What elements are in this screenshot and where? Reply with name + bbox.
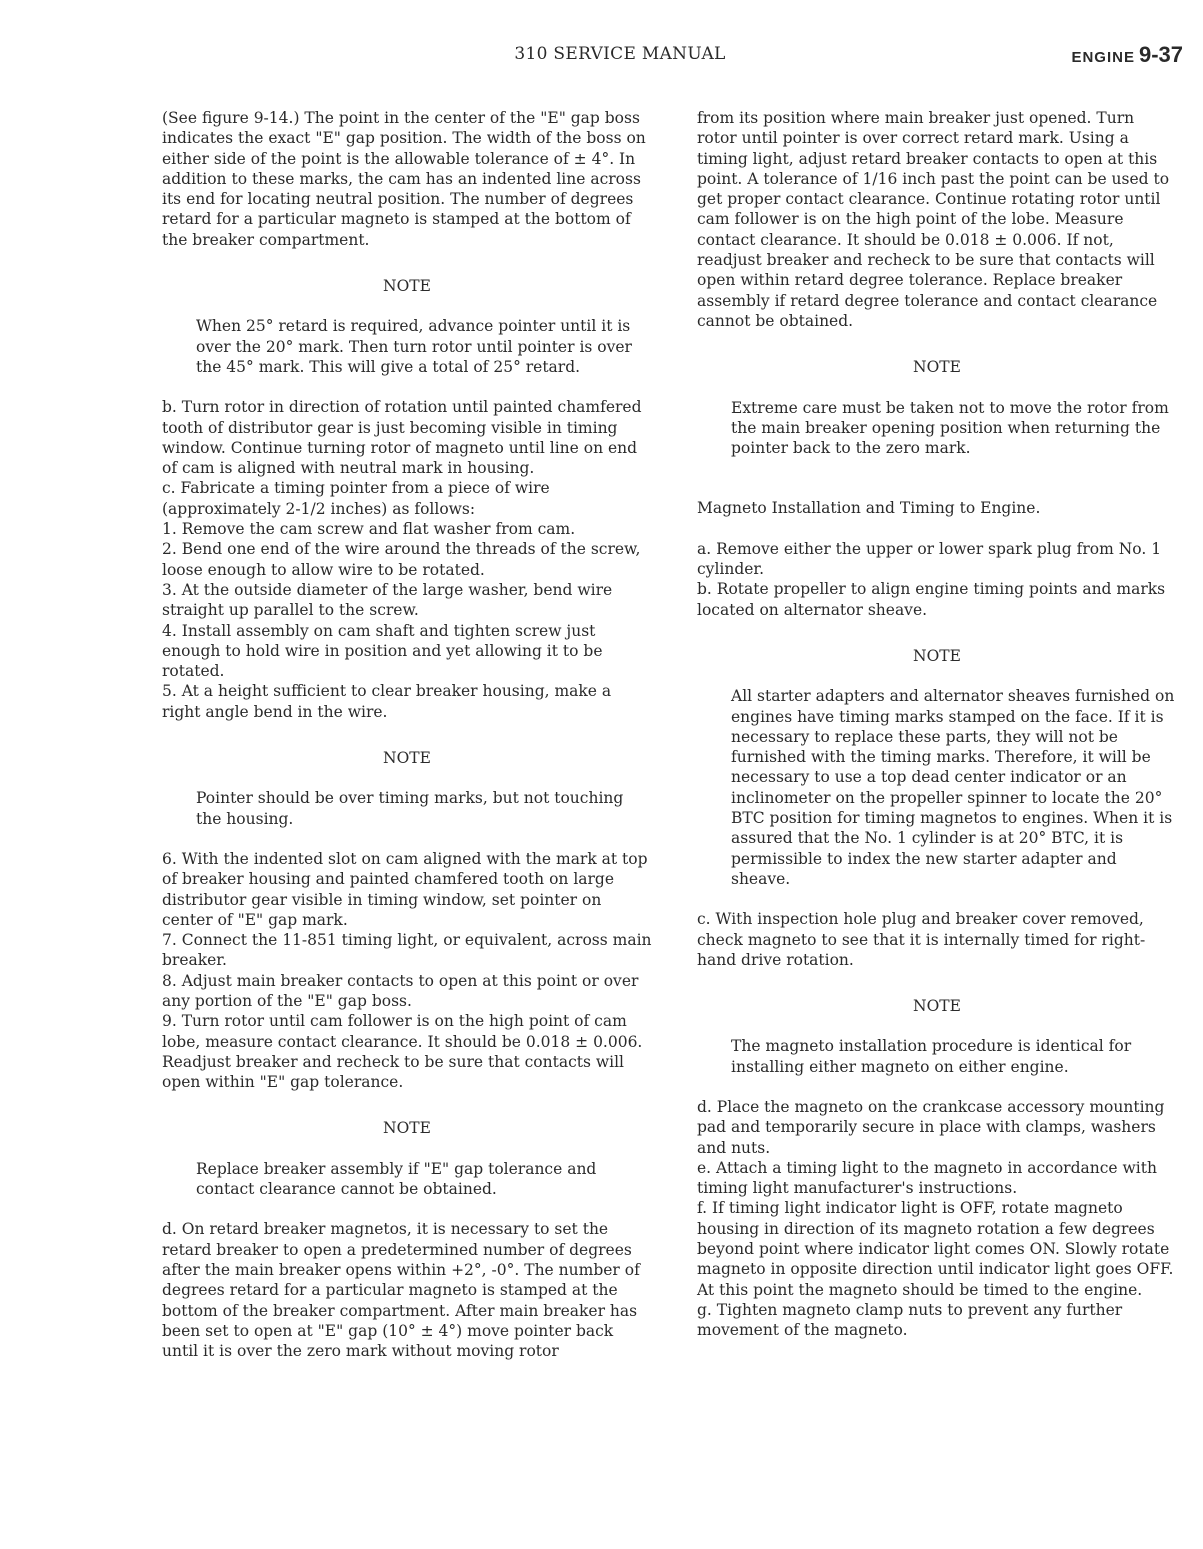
step-c: c. With inspection hole plug and breaker cover removed, check magneto to see that it is internally timed for right-hand drive rotation. xyxy=(697,910,1146,969)
note-body: Extreme care must be taken not to move the rotor from the main breaker opening position when returning the pointer back to the zero mark. xyxy=(731,398,1169,458)
step-b: b. Turn rotor in direction of rotation until painted chamfered tooth of distributor gear is just becoming visible in timing window. Continue turning rotor of magneto until line on end of cam is aligned with neutral mark in housing. xyxy=(162,398,642,478)
substep-6: 6. With the indented slot on cam aligned with the mark at top of breaker housing and painted chamfered tooth on large distributor gear visible in timing window, set pointer on center of "E" gap mark. xyxy=(162,849,648,929)
substep-1: 1. Remove the cam screw and flat washer from cam. xyxy=(162,520,576,539)
paragraph-intro: (See figure 9-14.) The point in the center of the "E" gap boss indicates the exact "E" gap position. The width of the boss on either side of the point is the allowable tolerance of ± 4°. In addition to these marks, the cam has an indented line across its end for locating neutral position. The number of degrees retard for a particular magneto is stamped at the bottom of the breaker compartment. xyxy=(162,109,646,249)
note-heading: NOTE xyxy=(383,749,431,768)
step-c: c. Fabricate a timing pointer from a piece of wire (approximately 2-1/2 inches) as follows: xyxy=(162,479,550,518)
substep-4: 4. Install assembly on cam shaft and tighten screw just enough to hold wire in position and yet allowing it to be rotated. xyxy=(162,621,603,681)
paragraph-continued: from its position where main breaker just opened. Turn rotor until pointer is over correct retard mark. Using a timing light, adjust retard breaker contacts to open at this point. A tolerance of 1/16 inch past the point can be used to get proper contact clearance. Continue rotating rotor until cam follower is on the high point of the lobe. Measure contact clearance. It should be 0.018 ± 0.006. If not, readjust breaker and recheck to be sure that contacts will open within retard degree tolerance. Replace breaker assembly if retard degree tolerance and contact clearance cannot be obtained. xyxy=(697,109,1170,330)
step-b: b. Rotate propeller to align engine timing points and marks located on alternator sheave. xyxy=(697,580,1166,619)
substep-5: 5. At a height sufficient to clear breaker housing, make a right angle bend in the wire. xyxy=(162,682,612,721)
right-column xyxy=(697,108,1177,1341)
step-a: a. Remove either the upper or lower spark plug from No. 1 cylinder. xyxy=(697,539,1162,579)
note-heading: NOTE xyxy=(383,1119,431,1138)
note-heading: NOTE xyxy=(383,277,431,296)
substep-2: 2. Bend one end of the wire around the threads of the screw, loose enough to allow wire to be rotated. xyxy=(162,540,641,579)
substep-3: 3. At the outside diameter of the large washer, bend wire straight up parallel to the screw. xyxy=(162,580,613,620)
note-body: Pointer should be over timing marks, but not touching the housing. xyxy=(196,789,624,828)
note-body: All starter adapters and alternator sheaves furnished on engines have timing marks stamped on the face. If it is necessary to replace these parts, they will not be furnished with the timing marks. Therefore, it will be necessary to use a top dead center indicator or an inclinometer on the propeller spinner to locate the 20° BTC position for timing magnetos to engines. When it is assured that the No. 1 cylinder is at 20° BTC, it is permissible to index the new starter adapter and sheave. xyxy=(731,687,1175,888)
page-number: 9-37 xyxy=(1138,42,1183,67)
step-d: d. Place the magneto on the crankcase accessory mounting pad and temporarily secure in place with clamps, washers and nuts. xyxy=(697,1097,1165,1157)
step-d: d. On retard breaker magnetos, it is necessary to set the retard breaker to open a predetermined number of degrees after the main breaker opens within +2°, -0°. The number of degrees retard for a particular magneto is stamped at the bottom of the breaker compartment. After main breaker has been set to open at "E" gap (10° ± 4°) move pointer back until it is over the zero mark without moving rotor xyxy=(162,1220,640,1361)
step-g: g. Tighten magneto clamp nuts to prevent any further movement of the magneto. xyxy=(697,1300,1123,1340)
step-e: e. Attach a timing light to the magneto in accordance with timing light manufacturer's instructions. xyxy=(697,1158,1157,1198)
note-heading: NOTE xyxy=(913,358,961,377)
note-heading: NOTE xyxy=(913,646,961,665)
substep-9: 9. Turn rotor until cam follower is on the high point of cam lobe, measure contact clearance. It should be 0.018 ± 0.006. Readjust breaker and recheck to be sure that contacts will open within "E" gap tolerance. xyxy=(162,1012,643,1092)
section-name: ENGINE xyxy=(1071,49,1135,66)
section-heading: Magneto Installation and Timing to Engine. xyxy=(697,499,1041,518)
note-body: Replace breaker assembly if "E" gap tolerance and contact clearance cannot be obtained. xyxy=(196,1159,597,1199)
step-f: f. If timing light indicator light is OFF, rotate magneto housing in direction of its magneto rotation a few degrees beyond point where indicator light comes ON. Slowly rotate magneto in opposite direction until indicator light goes OFF. At this point the magneto should be timed to the engine. xyxy=(697,1199,1174,1299)
substep-7: 7. Connect the 11-851 timing light, or equivalent, across main breaker. xyxy=(162,931,652,970)
note-body: When 25° retard is required, advance pointer until it is over the 20° mark. Then turn rotor until pointer is over the 45° mark. This will give a total of 25° retard. xyxy=(196,317,632,376)
substep-8: 8. Adjust main breaker contacts to open at this point or over any portion of the "E" gap boss. xyxy=(162,971,639,1010)
note-body: The magneto installation procedure is identical for installing either magneto on either engine. xyxy=(731,1037,1132,1076)
note-heading: NOTE xyxy=(913,997,961,1016)
left-column xyxy=(162,108,652,1361)
section-page-label xyxy=(1071,42,1183,68)
manual-title: 310 SERVICE MANUAL xyxy=(514,44,726,64)
